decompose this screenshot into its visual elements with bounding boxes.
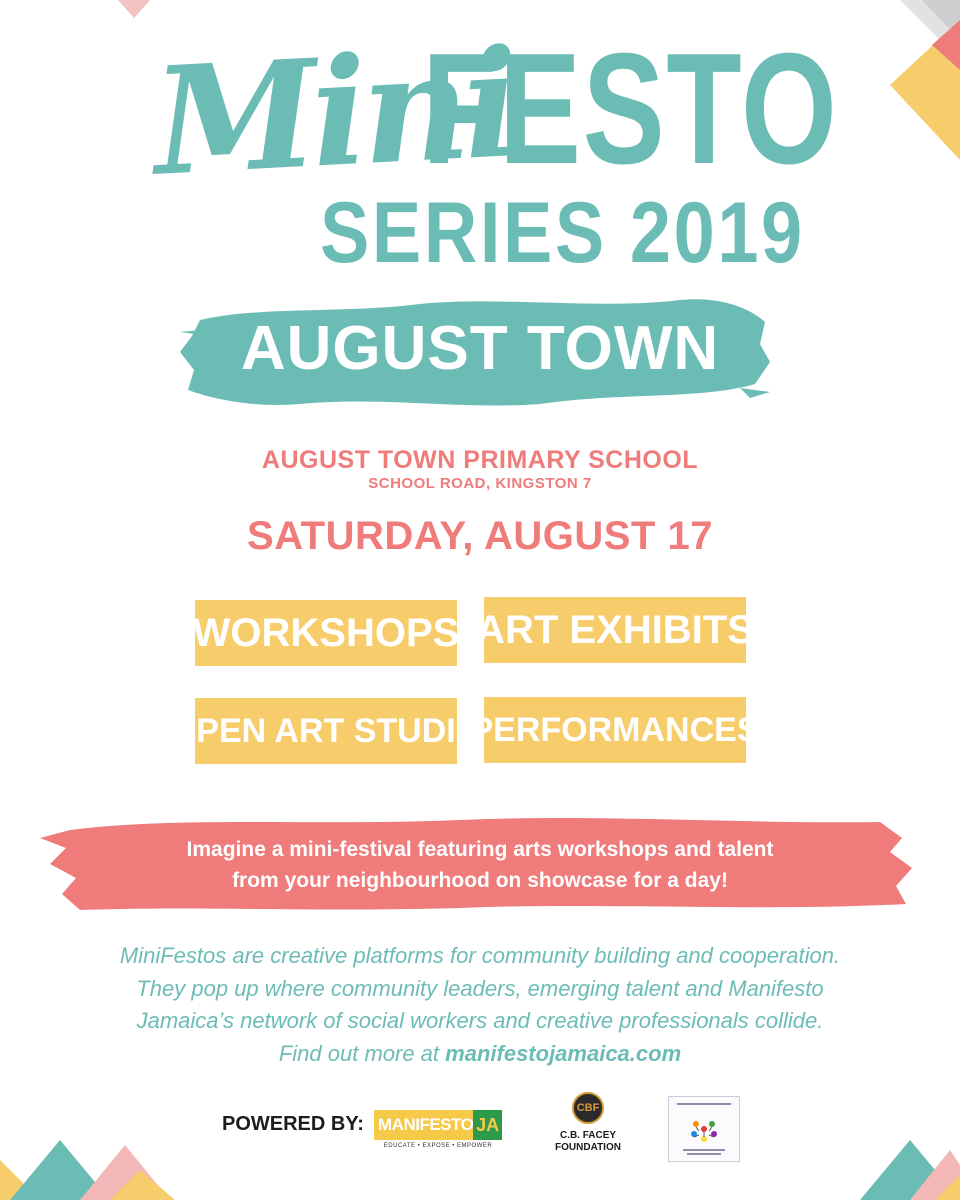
activity-label: OPEN ART STUDIO	[169, 711, 483, 750]
about-line-1: MiniFestos are creative platforms for community building and cooperation.	[119, 943, 841, 968]
website-link[interactable]: manifestojamaica.com	[445, 1040, 682, 1066]
about-line-2: They pop up where community leaders, emerging talent and Manifesto	[136, 975, 824, 1001]
tagline-text	[80, 834, 880, 896]
activity-label: ART EXHIBITS	[476, 607, 754, 652]
manifesto-logo-tagline: EDUCATE • EXPOSE • EMPOWER	[383, 1143, 493, 1149]
about-find-out-more: Find out more at	[278, 1040, 440, 1066]
venue-name: AUGUST TOWN PRIMARY SCHOOL	[261, 446, 699, 474]
activity-art-exhibits	[476, 597, 754, 663]
activity-label: PERFORMANCES	[470, 710, 760, 749]
community-partner-logo	[668, 1096, 740, 1162]
about-line-3: Jamaica’s network of social workers and creative professionals collide.	[136, 1008, 824, 1033]
corner-decoration-bottom-right	[840, 1120, 960, 1200]
event-date: SATURDAY, AUGUST 17	[247, 514, 713, 558]
location-title: AUGUST TOWN	[240, 314, 720, 383]
corner-decoration-bottom-left	[0, 1120, 200, 1200]
about-line-4	[20, 1038, 940, 1071]
corner-decoration-top-left	[0, 0, 150, 30]
title-series: SERIES 2019	[320, 185, 805, 281]
cbf-monogram-icon	[572, 1092, 604, 1124]
cbf-name-line-1: C.B. FACEY	[559, 1130, 617, 1141]
cbf-monogram: CBF	[576, 1102, 600, 1114]
cbf-name-line-2: FOUNDATION	[555, 1141, 621, 1153]
about-paragraph	[20, 940, 940, 1070]
activity-performances	[470, 697, 760, 763]
activity-label: WORKSHOPS	[192, 610, 460, 655]
tagline-line-2: from your neighbourhood on showcase for a day!	[232, 869, 728, 892]
manifesto-logo-name: MANIFESTO	[378, 1115, 474, 1134]
activity-workshops	[192, 600, 460, 666]
manifesto-logo-ja: JA	[473, 1110, 502, 1140]
activity-open-art-studio	[169, 698, 483, 764]
title-festo: FESTO	[422, 21, 839, 197]
manifesto-ja-logo	[374, 1110, 502, 1149]
venue-address: SCHOOL ROAD, KINGSTON 7	[368, 475, 592, 492]
cb-facey-foundation-logo	[548, 1092, 628, 1153]
tagline-line-1: Imagine a mini-festival featuring arts workshops and talent	[186, 838, 774, 861]
powered-by-label: POWERED BY:	[222, 1113, 364, 1135]
cbf-name	[548, 1130, 628, 1153]
title-mini: Mini	[149, 16, 518, 209]
community-figures-icon	[669, 1097, 739, 1161]
